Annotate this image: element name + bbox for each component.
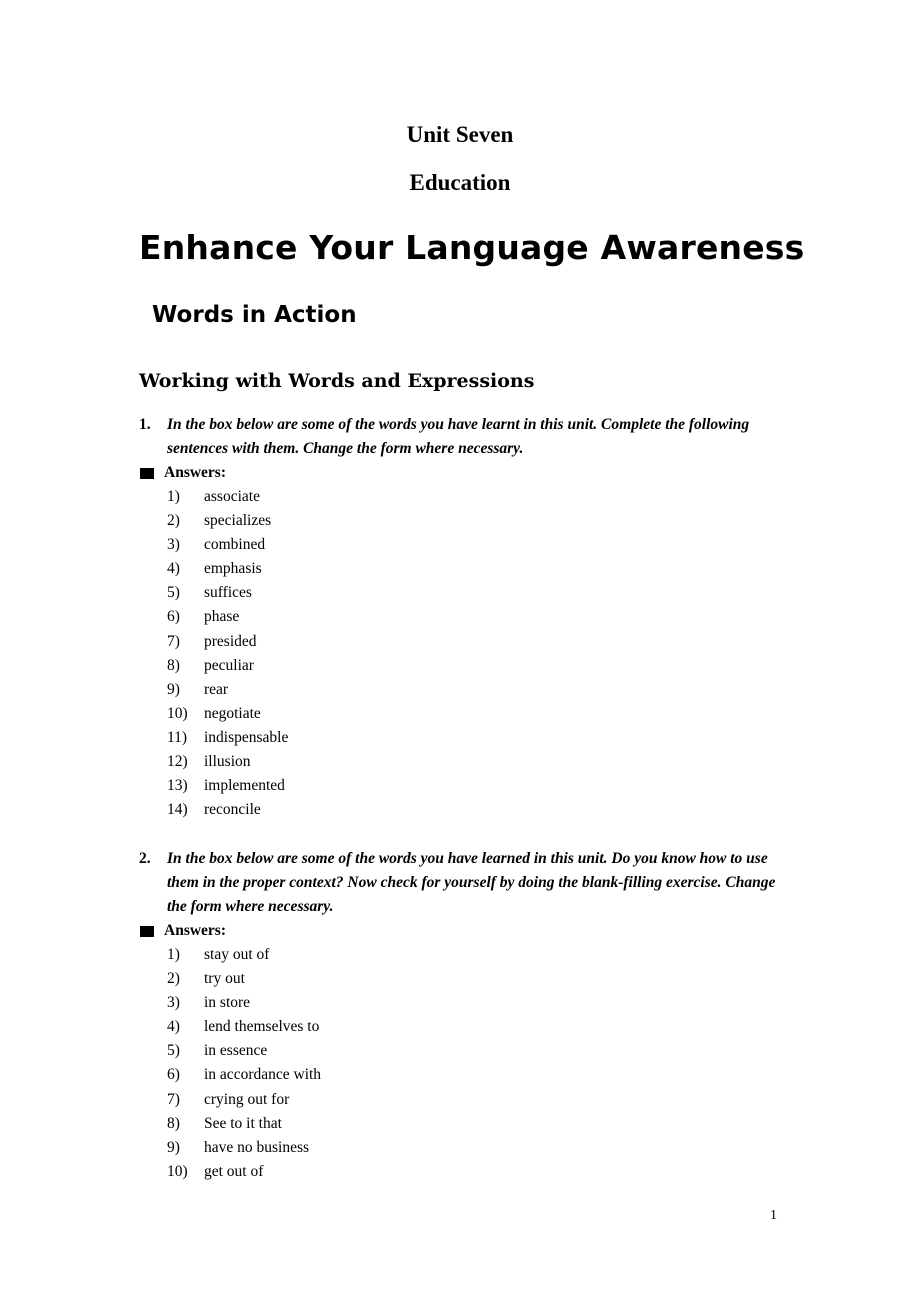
answer-text: indispensable: [204, 728, 289, 746]
answers-header: [139, 919, 789, 943]
exercise-2: [139, 847, 789, 1184]
answer-number: 5): [167, 1042, 180, 1060]
list-item: [139, 533, 789, 557]
list-item: [139, 1039, 789, 1063]
list-item: [139, 1136, 789, 1160]
answer-number: 3): [167, 536, 180, 554]
answer-text: combined: [204, 536, 266, 554]
answer-text: have no business: [204, 1138, 310, 1156]
list-item: [139, 1112, 789, 1136]
answer-number: 9): [167, 680, 180, 698]
answer-text: illusion: [204, 753, 251, 771]
list-item: [139, 1063, 789, 1087]
answer-list: [139, 485, 789, 822]
list-item: [139, 581, 789, 605]
answer-number: 7): [167, 632, 180, 650]
list-item: [139, 943, 789, 967]
answers-header: [139, 461, 789, 485]
answer-number: 4): [167, 560, 180, 578]
answer-number: 1): [167, 946, 180, 963]
answer-number: 2): [167, 512, 180, 530]
answer-number: 7): [167, 1090, 180, 1108]
list-item: [139, 798, 789, 822]
list-item: [139, 630, 789, 654]
answer-number: 1): [167, 488, 180, 505]
answer-text: specializes: [204, 512, 272, 530]
answer-text: phase: [204, 608, 240, 626]
list-item: [139, 509, 789, 533]
list-item: [139, 750, 789, 774]
list-item: [139, 485, 789, 509]
answers-label: Answers:: [164, 464, 226, 481]
answer-text: negotiate: [204, 704, 261, 722]
list-item: [139, 702, 789, 726]
answer-number: 13): [167, 777, 188, 795]
answer-number: 8): [167, 656, 180, 674]
answer-text: reconcile: [204, 801, 261, 819]
answer-text: peculiar: [204, 656, 254, 674]
answer-text: in essence: [204, 1042, 268, 1060]
answer-text: rear: [204, 680, 229, 698]
answer-text: suffices: [204, 584, 252, 602]
answers-label: Answers:: [164, 922, 226, 939]
answer-number: 10): [167, 704, 188, 722]
answer-number: 6): [167, 1066, 180, 1084]
page-number: 1: [770, 1208, 777, 1223]
answer-text: in accordance with: [204, 1066, 322, 1084]
answer-number: 2): [167, 970, 180, 988]
list-item: [139, 605, 789, 629]
exercise-instruction: In the box below are some of the words you have learnt in this unit. Complete the following sentences with them. Change the form where necessary.: [167, 416, 750, 457]
answer-number: 14): [167, 801, 188, 819]
answer-text: lend themselves to: [204, 1018, 320, 1036]
answer-number: 8): [167, 1114, 180, 1132]
answer-text: try out: [204, 970, 245, 988]
list-item: [139, 1160, 789, 1184]
answer-list: [139, 943, 789, 1184]
unit-title: Unit Seven: [406, 122, 514, 147]
list-item: [139, 774, 789, 798]
list-item: [139, 1088, 789, 1112]
exercise-number: 2.: [139, 850, 151, 867]
list-item: [139, 1015, 789, 1039]
answer-text: stay out of: [204, 946, 270, 963]
exercise-instruction: In the box below are some of the words you have learned in this unit. Do you know how to use them in the proper context? Now check for yourself by doing the blank-filling exercise. Change the form where necessary.: [167, 850, 776, 915]
answer-number: 10): [167, 1162, 188, 1180]
list-item: [139, 967, 789, 991]
answer-text: implemented: [204, 777, 285, 795]
answer-number: 9): [167, 1138, 180, 1156]
answer-number: 12): [167, 753, 188, 771]
answer-text: get out of: [204, 1162, 264, 1180]
unit-subtitle: Education: [409, 170, 511, 195]
list-item: [139, 991, 789, 1015]
answer-number: 5): [167, 584, 180, 602]
section-heading: Working with Words and Expressions: [139, 370, 535, 392]
answer-text: presided: [204, 632, 257, 650]
list-item: [139, 654, 789, 678]
list-item: [139, 678, 789, 702]
answer-text: associate: [204, 488, 260, 505]
square-bullet-icon: [140, 926, 154, 937]
answer-number: 4): [167, 1018, 180, 1036]
square-bullet-icon: [140, 468, 154, 479]
answer-number: 3): [167, 994, 180, 1012]
answer-number: 6): [167, 608, 180, 626]
exercise-number: 1.: [139, 416, 151, 433]
main-heading: Enhance Your Language Awareness: [139, 228, 805, 267]
answer-text: emphasis: [204, 560, 262, 578]
answer-text: in store: [204, 994, 251, 1012]
list-item: [139, 726, 789, 750]
answer-text: crying out for: [204, 1090, 290, 1108]
exercise-1: [139, 413, 789, 822]
sub-heading: Words in Action: [152, 302, 357, 328]
list-item: [139, 557, 789, 581]
answer-number: 11): [167, 728, 188, 746]
answer-text: See to it that: [204, 1114, 282, 1132]
